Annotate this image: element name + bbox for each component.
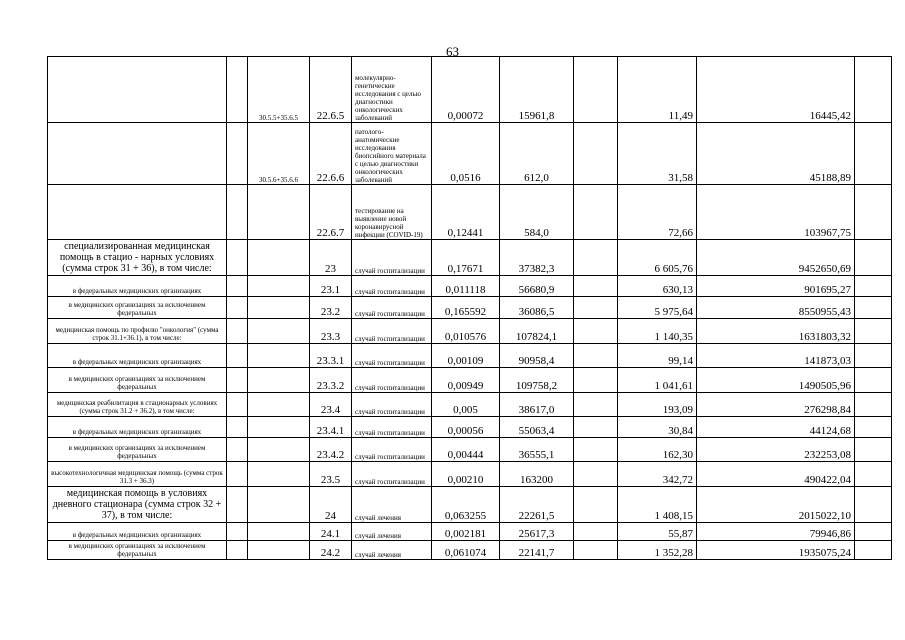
table-row [48,319,892,344]
cost-cell: 22141,7 [500,541,574,560]
blank-cell [855,368,892,393]
row-number-cell: 23.3.1 [310,344,352,368]
blank-cell [227,123,248,185]
row-name-cell: в медицинских организациях за исключением федеральных [48,541,227,560]
row-code-cell [248,297,310,319]
unit-cell: молекулярно-генетические исследования с целью диагностики онкологических заболеваний [352,57,432,123]
per-capita-cell: 55,87 [618,523,697,541]
blank-cell [855,523,892,541]
blank-cell [855,393,892,417]
table-row [48,123,892,185]
cost-cell: 584,0 [500,185,574,240]
cost-cell: 25617,3 [500,523,574,541]
norm-cell: 0,17671 [432,240,500,276]
norm-cell: 0,00109 [432,344,500,368]
blank-cell [574,240,618,276]
unit-cell: случай госпитализации [352,319,432,344]
table-row [48,541,892,560]
blank-cell [227,438,248,462]
row-name-cell: высокотехнологичная медицинская помощь (сумма строк 31.3 + 36.3) [48,462,227,487]
row-name-cell: медицинская помощь в условиях дневного стационара (сумма строк 32 + 37), в том числе: [48,487,227,523]
unit-cell: случай лечения [352,541,432,560]
table-row [48,523,892,541]
blank-cell [227,523,248,541]
row-code-cell [248,368,310,393]
total-cell: 2015022,10 [697,487,855,523]
row-number-cell: 23.3.2 [310,368,352,393]
row-number-cell: 23.3 [310,319,352,344]
table-row [48,344,892,368]
row-number-cell: 23.4 [310,393,352,417]
total-cell: 276298,84 [697,393,855,417]
total-cell: 901695,27 [697,276,855,297]
blank-cell [227,319,248,344]
norm-cell: 0,00072 [432,57,500,123]
unit-cell: случай госпитализации [352,438,432,462]
cost-cell: 36086,5 [500,297,574,319]
cost-cell: 36555,1 [500,438,574,462]
total-cell: 141873,03 [697,344,855,368]
norm-cell: 0,005 [432,393,500,417]
table-row [48,417,892,438]
cost-cell: 612,0 [500,123,574,185]
row-code-cell [248,319,310,344]
row-code-cell: 30.5.6+35.6.6 [248,123,310,185]
row-name-cell: специализированная медицинская помощь в стацио - нарных условиях (сумма строк 31 + 36), в том числе: [48,240,227,276]
row-code-cell: 30.5.5+35.6.5 [248,57,310,123]
row-number-cell: 23.1 [310,276,352,297]
row-number-cell: 23.4.1 [310,417,352,438]
blank-cell [227,240,248,276]
per-capita-cell: 1 041,61 [618,368,697,393]
row-number-cell: 23.2 [310,297,352,319]
table-row [48,462,892,487]
row-name-cell: в федеральных медицинских организациях [48,523,227,541]
row-name-cell: в федеральных медицинских организациях [48,276,227,297]
blank-cell [574,487,618,523]
unit-cell: тестирование на выявление новой коронавирусной инфекции (COVID-19) [352,185,432,240]
cost-cell: 55063,4 [500,417,574,438]
cost-cell: 38617,0 [500,393,574,417]
per-capita-cell: 72,66 [618,185,697,240]
table-row [48,393,892,417]
blank-cell [855,276,892,297]
blank-cell [227,368,248,393]
unit-cell: патолого-анатомические исследования биопсийного материала с целью диагностики онкологических заболеваний [352,123,432,185]
per-capita-cell: 342,72 [618,462,697,487]
total-cell: 490422,04 [697,462,855,487]
table-row [48,487,892,523]
blank-cell [227,417,248,438]
blank-cell [855,541,892,560]
norm-cell: 0,063255 [432,487,500,523]
blank-cell [227,393,248,417]
blank-cell [855,185,892,240]
table-row [48,297,892,319]
row-number-cell: 22.6.7 [310,185,352,240]
per-capita-cell: 162,30 [618,438,697,462]
blank-cell [227,185,248,240]
row-number-cell: 23 [310,240,352,276]
blank-cell [855,297,892,319]
row-name-cell: медицинская реабилитация в стационарных условиях (сумма строк 31.2 + 36.2), в том числе: [48,393,227,417]
blank-cell [855,487,892,523]
blank-cell [574,462,618,487]
blank-cell [574,123,618,185]
unit-cell: случай госпитализации [352,417,432,438]
table-row [48,276,892,297]
norm-cell: 0,165592 [432,297,500,319]
blank-cell [227,487,248,523]
row-name-cell [48,123,227,185]
row-code-cell [248,185,310,240]
blank-cell [227,57,248,123]
norm-cell: 0,00056 [432,417,500,438]
total-cell: 1631803,32 [697,319,855,344]
norm-cell: 0,0516 [432,123,500,185]
total-cell: 79946,86 [697,523,855,541]
row-code-cell [248,240,310,276]
row-number-cell: 24.1 [310,523,352,541]
unit-cell: случай госпитализации [352,344,432,368]
norm-cell: 0,010576 [432,319,500,344]
total-cell: 1490505,96 [697,368,855,393]
row-number-cell: 22.6.5 [310,57,352,123]
total-cell: 9452650,69 [697,240,855,276]
row-name-cell: в федеральных медицинских организациях [48,344,227,368]
table-row [48,57,892,123]
per-capita-cell: 99,14 [618,344,697,368]
row-name-cell: в медицинских организациях за исключением федеральных [48,438,227,462]
blank-cell [574,393,618,417]
row-number-cell: 23.4.2 [310,438,352,462]
row-code-cell [248,523,310,541]
norm-cell: 0,011118 [432,276,500,297]
blank-cell [227,541,248,560]
blank-cell [227,344,248,368]
total-cell: 103967,75 [697,185,855,240]
unit-cell: случай лечения [352,487,432,523]
row-name-cell: в медицинских организациях за исключением федеральных [48,368,227,393]
norm-cell: 0,002181 [432,523,500,541]
row-number-cell: 24 [310,487,352,523]
blank-cell [227,462,248,487]
total-cell: 8550955,43 [697,297,855,319]
norm-cell: 0,00210 [432,462,500,487]
row-code-cell [248,276,310,297]
blank-cell [574,541,618,560]
blank-cell [574,276,618,297]
blank-cell [574,368,618,393]
row-code-cell [248,462,310,487]
norm-cell: 0,00444 [432,438,500,462]
blank-cell [574,319,618,344]
blank-cell [855,57,892,123]
blank-cell [227,276,248,297]
total-cell: 1935075,24 [697,541,855,560]
per-capita-cell: 31,58 [618,123,697,185]
per-capita-cell: 5 975,64 [618,297,697,319]
cost-cell: 90958,4 [500,344,574,368]
blank-cell [574,185,618,240]
blank-cell [227,297,248,319]
blank-cell [574,344,618,368]
row-number-cell: 22.6.6 [310,123,352,185]
tariff-table [47,56,892,560]
cost-cell: 109758,2 [500,368,574,393]
row-name-cell [48,57,227,123]
cost-cell: 107824,1 [500,319,574,344]
blank-cell [855,438,892,462]
blank-cell [855,319,892,344]
blank-cell [574,57,618,123]
unit-cell: случай лечения [352,523,432,541]
unit-cell: случай госпитализации [352,297,432,319]
row-name-cell: в медицинских организациях за исключением федеральных [48,297,227,319]
row-code-cell [248,417,310,438]
page-number: 63 [446,44,459,59]
norm-cell: 0,061074 [432,541,500,560]
row-code-cell [248,487,310,523]
row-code-cell [248,393,310,417]
per-capita-cell: 1 352,28 [618,541,697,560]
blank-cell [574,297,618,319]
row-number-cell: 24.2 [310,541,352,560]
row-name-cell: в федеральных медицинских организациях [48,417,227,438]
row-code-cell [248,344,310,368]
total-cell: 45188,89 [697,123,855,185]
blank-cell [574,438,618,462]
blank-cell [855,344,892,368]
total-cell: 44124,68 [697,417,855,438]
per-capita-cell: 630,13 [618,276,697,297]
blank-cell [574,523,618,541]
cost-cell: 15961,8 [500,57,574,123]
per-capita-cell: 30,84 [618,417,697,438]
row-name-cell [48,185,227,240]
cost-cell: 22261,5 [500,487,574,523]
cost-cell: 37382,3 [500,240,574,276]
row-name-cell: медицинская помощь по профилю "онкология" (сумма строк 31.1+36.1), в том числе: [48,319,227,344]
cost-cell: 56680,9 [500,276,574,297]
row-code-cell [248,438,310,462]
unit-cell: случай госпитализации [352,393,432,417]
per-capita-cell: 6 605,76 [618,240,697,276]
blank-cell [855,123,892,185]
total-cell: 232253,08 [697,438,855,462]
blank-cell [855,417,892,438]
row-number-cell: 23.5 [310,462,352,487]
unit-cell: случай госпитализации [352,276,432,297]
blank-cell [855,462,892,487]
table-row [48,438,892,462]
table-row [48,240,892,276]
per-capita-cell: 1 140,35 [618,319,697,344]
norm-cell: 0,12441 [432,185,500,240]
table-row [48,185,892,240]
per-capita-cell: 11,49 [618,57,697,123]
unit-cell: случай госпитализации [352,368,432,393]
per-capita-cell: 193,09 [618,393,697,417]
cost-cell: 163200 [500,462,574,487]
unit-cell: случай госпитализации [352,462,432,487]
total-cell: 16445,42 [697,57,855,123]
blank-cell [574,417,618,438]
norm-cell: 0,00949 [432,368,500,393]
blank-cell [855,240,892,276]
per-capita-cell: 1 408,15 [618,487,697,523]
unit-cell: случай госпитализации [352,240,432,276]
row-code-cell [248,541,310,560]
table-row [48,368,892,393]
